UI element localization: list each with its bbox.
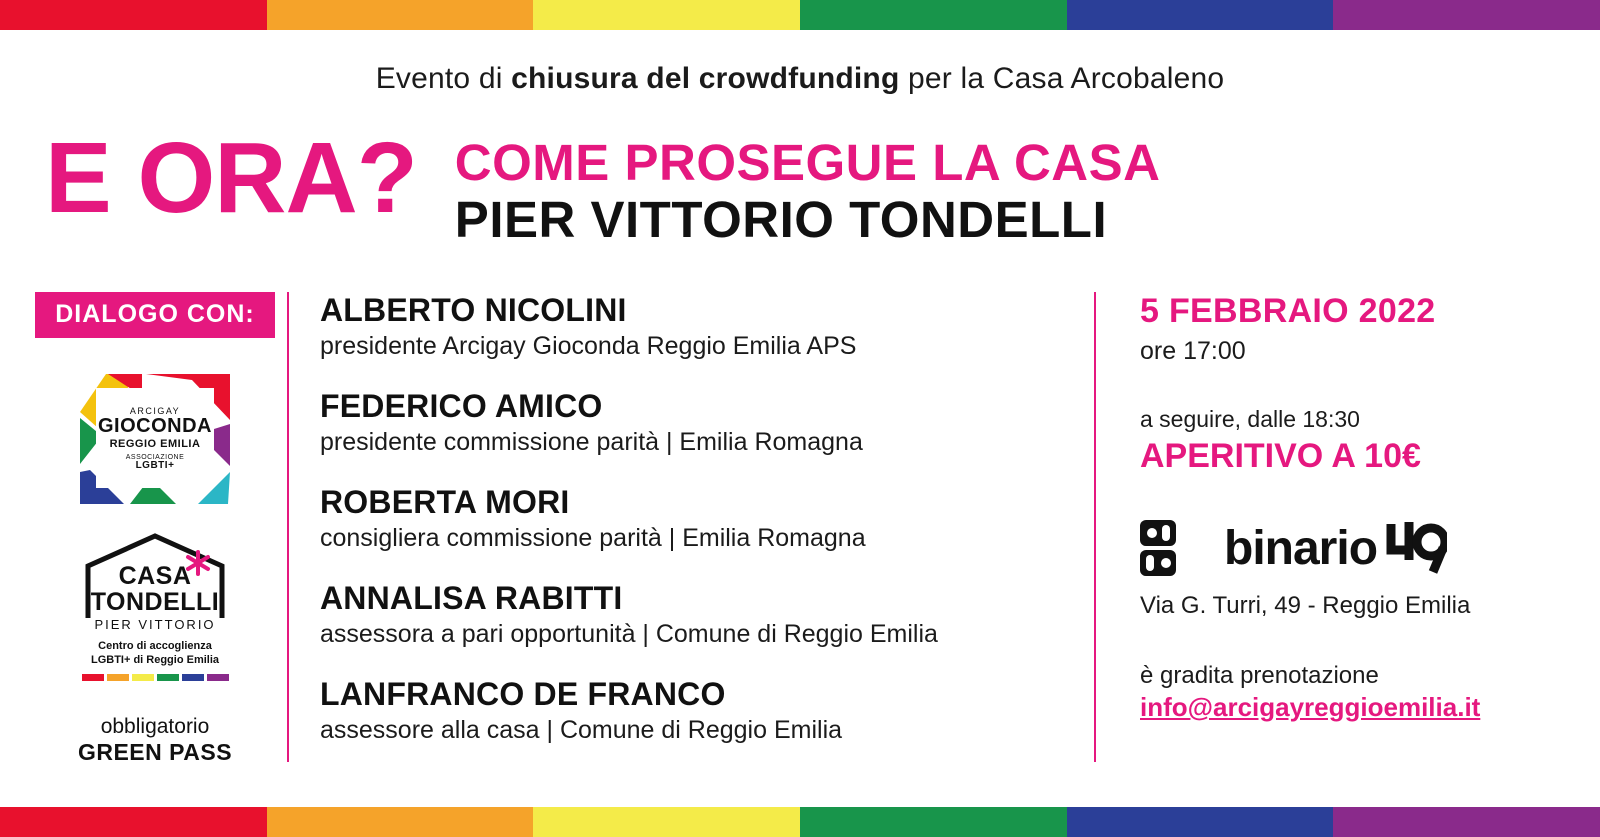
- rainbow-stripe-orange: [267, 0, 534, 30]
- green-pass-line-2: GREEN PASS: [77, 738, 233, 765]
- arcigay-line-3: REGGIO EMILIA: [109, 438, 201, 451]
- arcigay-line-5: LGBTI+: [135, 459, 175, 471]
- binario-logo: [1140, 518, 1580, 578]
- speaker-name: ROBERTA MORI: [320, 484, 570, 520]
- dialogo-badge: DIALOGO CON:: [35, 292, 275, 338]
- rainbow-stripe-purple: [1333, 0, 1600, 30]
- casa-tondelli-logo: [60, 530, 250, 681]
- aperitivo-price: APERITIVO A 10€: [1140, 437, 1421, 475]
- speaker-role: assessora a pari opportunità | Comune di Reggio Emilia: [320, 620, 938, 648]
- casa-bar-green: [157, 674, 179, 681]
- rainbow-stripe-blue: [1067, 0, 1334, 30]
- event-details: [1140, 292, 1580, 723]
- green-pass-line-1: obbligatorio: [100, 714, 210, 738]
- list-item: [320, 388, 1080, 457]
- casa-bar-purple: [207, 674, 229, 681]
- list-item: [320, 676, 1080, 745]
- kicker-pre: Evento di: [375, 62, 512, 95]
- rainbow-stripe-red: [0, 0, 267, 30]
- title-line-2: PIER VITTORIO TONDELLI: [454, 191, 1108, 249]
- rainbow-stripe-orange: [267, 807, 534, 837]
- speaker-name: LANFRANCO DE FRANCO: [320, 676, 726, 712]
- rainbow-stripe-yellow: [533, 807, 800, 837]
- event-kicker: [0, 62, 1600, 96]
- rainbow-bar-bottom: [0, 807, 1600, 837]
- title-main: E ORA?: [45, 122, 417, 234]
- casa-line-4: Centro di accoglienza: [98, 640, 212, 652]
- list-item: [320, 484, 1080, 553]
- arcigay-gioconda-logo: [80, 374, 230, 504]
- rainbow-stripe-yellow: [533, 0, 800, 30]
- column-divider-right: [1094, 292, 1096, 762]
- arcigay-line-1: ARCIGAY: [129, 405, 181, 416]
- casa-bar-blue: [182, 674, 204, 681]
- casa-line-5: LGBTI+ di Reggio Emilia: [90, 653, 220, 666]
- list-item: [320, 580, 1080, 649]
- list-item: [320, 292, 1080, 361]
- speaker-role: assessore alla casa | Comune di Reggio Emilia: [320, 716, 843, 744]
- kicker-bold: chiusura del crowdfunding: [511, 62, 900, 95]
- speaker-name: FEDERICO AMICO: [320, 388, 603, 424]
- casa-rainbow-bars: [60, 674, 250, 681]
- speaker-role: presidente commissione parità | Emilia Romagna: [320, 428, 863, 456]
- kicker-post: per la Casa Arcobaleno: [899, 62, 1225, 95]
- page-title: [45, 122, 1565, 248]
- casa-bar-orange: [107, 674, 129, 681]
- green-pass-notice: [30, 715, 280, 766]
- venue-address: Via G. Turri, 49 - Reggio Emilia: [1140, 592, 1471, 619]
- rainbow-stripe-blue: [1067, 807, 1334, 837]
- casa-line-1: CASA: [118, 562, 192, 590]
- title-subtitle: [455, 122, 1161, 248]
- event-time: ore 17:00: [1140, 337, 1246, 365]
- binario-wordmark: binario: [1224, 521, 1378, 575]
- arcigay-line-4: ASSOCIAZIONE: [125, 453, 185, 461]
- rainbow-bar-top: [0, 0, 1600, 30]
- speaker-role: consigliera commissione parità | Emilia Romagna: [320, 524, 866, 552]
- content-columns: [0, 292, 1600, 772]
- after-event-note: a seguire, dalle 18:30: [1140, 406, 1360, 432]
- contact-email[interactable]: info@arcigayreggioemilia.it: [1140, 692, 1481, 722]
- column-divider-left: [287, 292, 289, 762]
- rainbow-stripe-green: [800, 807, 1067, 837]
- casa-bar-yellow: [132, 674, 154, 681]
- casa-line-2: TONDELLI: [90, 587, 220, 616]
- arcigay-line-2: GIOCONDA: [98, 415, 212, 438]
- rainbow-stripe-green: [800, 0, 1067, 30]
- rainbow-stripe-purple: [1333, 807, 1600, 837]
- speakers-list: [320, 292, 1080, 745]
- casa-bar-red: [82, 674, 104, 681]
- title-line-1: COME PROSEGUE LA CASA: [454, 134, 1161, 191]
- left-column: [30, 292, 280, 766]
- casa-logo-text: [60, 564, 250, 681]
- arcigay-logo-text: [80, 374, 230, 504]
- casa-line-3: PIER VITTORIO: [94, 617, 216, 632]
- binario-49-icon: [1383, 520, 1447, 576]
- speaker-role: presidente Arcigay Gioconda Reggio Emilia APS: [320, 332, 857, 360]
- binario-mark-icon: [1140, 520, 1218, 576]
- booking-note: è gradita prenotazione: [1140, 662, 1379, 689]
- event-date: 5 FEBBRAIO 2022: [1140, 292, 1436, 330]
- speaker-name: ANNALISA RABITTI: [320, 580, 623, 616]
- rainbow-stripe-red: [0, 807, 267, 837]
- speaker-name: ALBERTO NICOLINI: [320, 292, 627, 328]
